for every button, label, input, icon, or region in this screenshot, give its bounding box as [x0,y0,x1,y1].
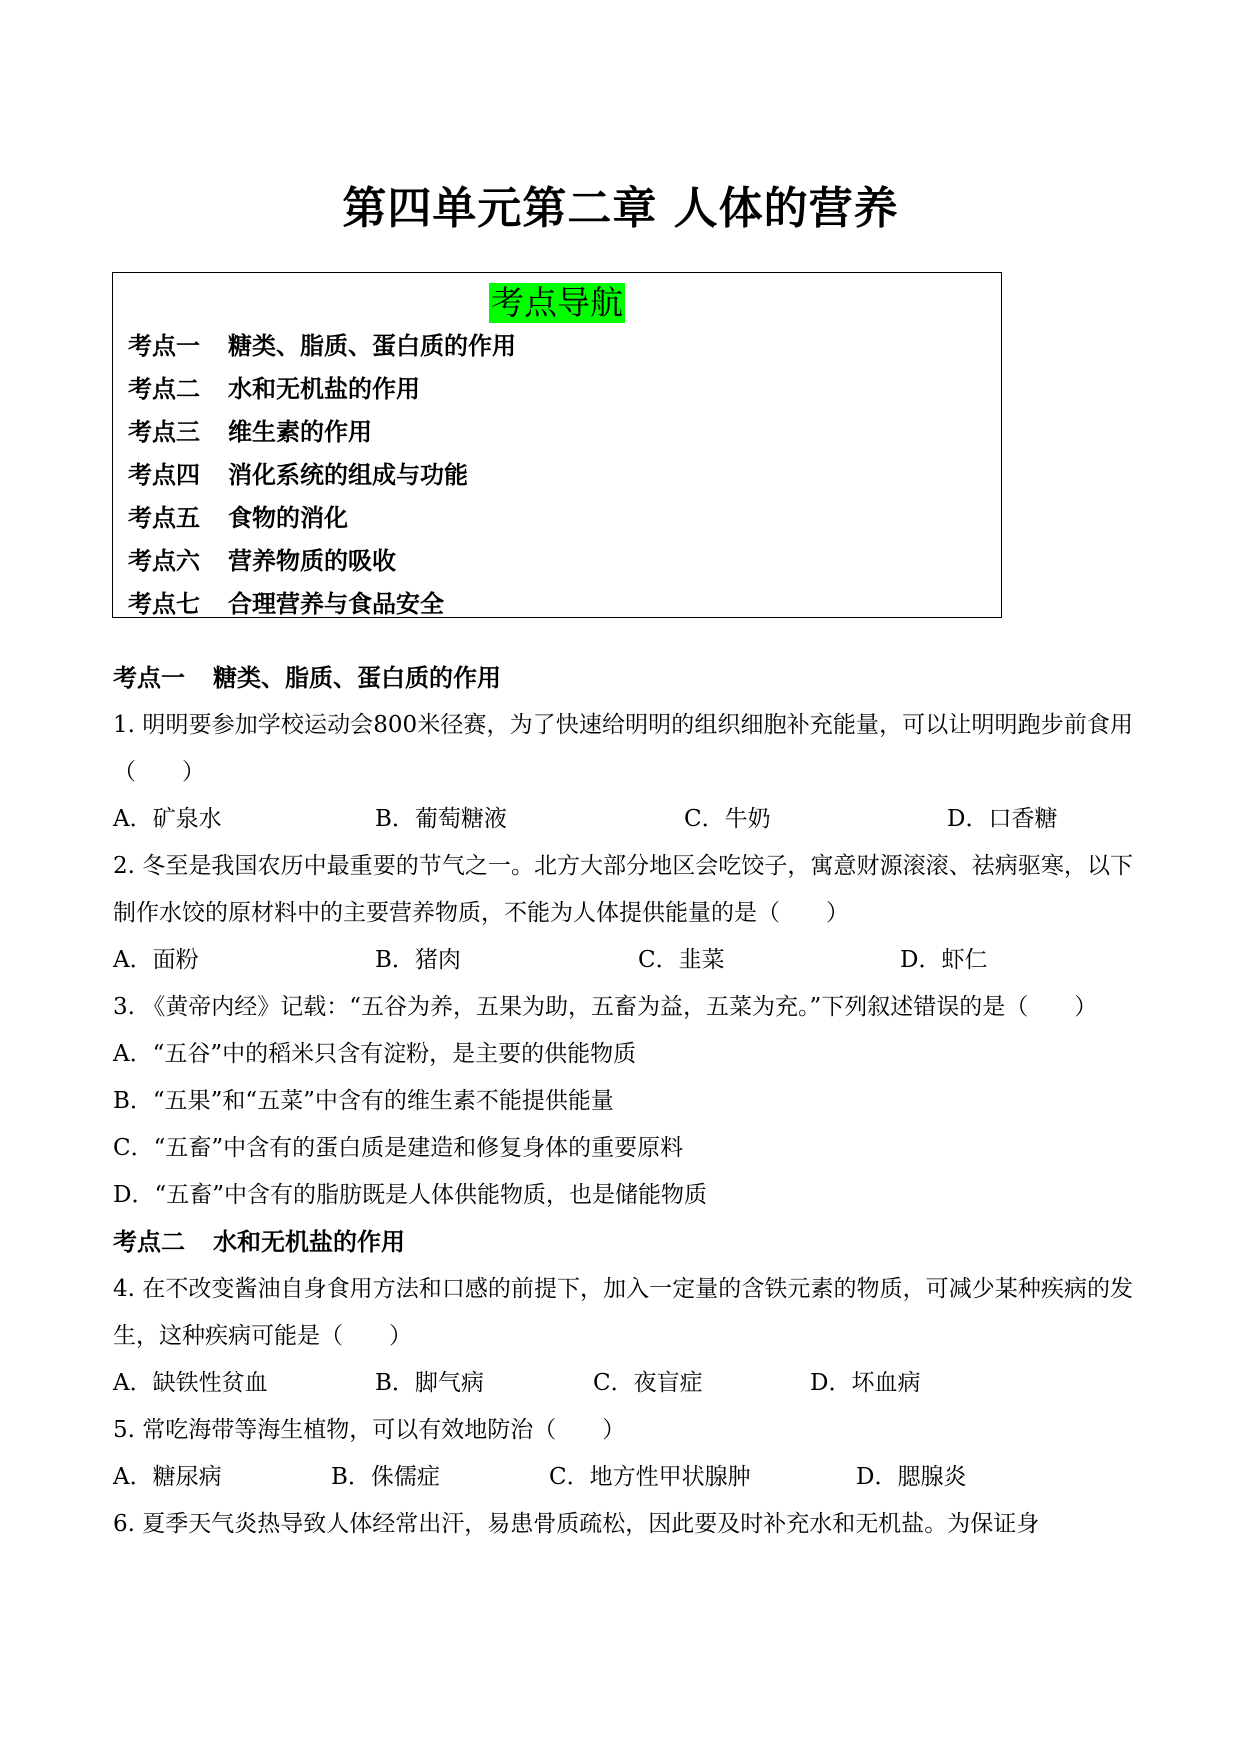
question-2-stem: 2. 冬至是我国农历中最重要的节气之一。北方大部分地区会吃饺子，寓意财源滚滚、祛病驱寒，以下制作水饺的原材料中的主要营养物质，不能为人体提供能量的是（ ） [113,853,1133,926]
question-1-stem: 1. 明明要参加学校运动会800米径赛，为了快速给明明的组织细胞补充能量，可以让明明跑步前食用（ ） [113,712,1133,785]
option-b: B．猪肉 [375,947,461,973]
nav-item-topic: 营养物质的吸收 [228,547,396,575]
option-a: A．“五谷”中的稻米只含有淀粉，是主要的供能物质 [113,1041,637,1067]
nav-heading-wrap [113,283,1001,323]
nav-item-topic: 水和无机盐的作用 [228,375,420,403]
section-heading-1 [113,655,1133,702]
nav-item-2 [128,368,516,411]
question-5-stem: 5. 常吃海带等海生植物，可以有效地防治（ ） [113,1417,626,1443]
question-6-stem: 6. 夏季天气炎热导致人体经常出汗，易患骨质疏松，因此要及时补充水和无机盐。为保证身 [113,1511,1040,1537]
option-b: B．侏儒症 [331,1464,440,1490]
option-b: B．脚气病 [375,1370,484,1396]
nav-item-label: 考点三 [128,418,200,446]
nav-item-7 [128,583,516,626]
option-d: D．口香糖 [947,806,1058,832]
nav-item-label: 考点五 [128,504,200,532]
option-c: C．韭菜 [638,947,725,973]
nav-item-label: 考点六 [128,547,200,575]
question-4-options [113,1360,1133,1407]
section-topic: 糖类、脂质、蛋白质的作用 [213,664,501,692]
nav-item-label: 考点二 [128,375,200,403]
option-b: B．“五果”和“五菜”中含有的维生素不能提供能量 [113,1088,614,1114]
page-title: 第四单元第二章 人体的营养 [342,183,899,234]
nav-item-label: 考点七 [128,590,200,618]
nav-item-topic: 食物的消化 [228,504,348,532]
question-5-options [113,1454,1133,1501]
exam-points-navigation-box [112,272,1002,618]
nav-item-6 [128,540,516,583]
nav-item-3 [128,411,516,454]
section-topic: 水和无机盐的作用 [213,1228,405,1256]
nav-item-4 [128,454,516,497]
option-d: D．虾仁 [900,947,988,973]
section-label: 考点一 [113,664,185,692]
option-a: A．缺铁性贫血 [113,1370,268,1396]
question-2-options [113,937,1133,984]
option-a: A．矿泉水 [113,806,222,832]
nav-item-label: 考点一 [128,332,200,360]
question-1-options [113,796,1133,843]
nav-item-topic: 糖类、脂质、蛋白质的作用 [228,332,516,360]
option-c: C．地方性甲状腺肿 [549,1464,751,1490]
nav-item-5 [128,497,516,540]
section-label: 考点二 [113,1228,185,1256]
question-content [113,655,1133,1548]
option-b: B．葡萄糖液 [375,806,507,832]
option-d: D．腮腺炎 [856,1464,967,1490]
option-a: A．糖尿病 [113,1464,222,1490]
option-c: C．牛奶 [684,806,771,832]
nav-heading: 考点导航 [491,283,623,322]
option-c: C．夜盲症 [593,1370,703,1396]
section-heading-2 [113,1219,1133,1266]
nav-item-1 [128,325,516,368]
option-d: D．坏血病 [810,1370,921,1396]
nav-item-topic: 合理营养与食品安全 [228,590,444,618]
question-4-stem: 4. 在不改变酱油自身食用方法和口感的前提下，加入一定量的含铁元素的物质，可减少某种疾病的发生，这种疾病可能是（ ） [113,1276,1133,1349]
nav-list [128,325,516,626]
option-c: C．“五畜”中含有的蛋白质是建造和修复身体的重要原料 [113,1135,684,1161]
option-d: D．“五畜”中含有的脂肪既是人体供能物质，也是储能物质 [113,1182,707,1208]
option-a: A．面粉 [113,947,199,973]
question-3-stem: 3. 《黄帝内经》记载：“五谷为养，五果为助，五畜为益，五菜为充。”下列叙述错误的是（ ） [113,994,1098,1020]
nav-item-topic: 消化系统的组成与功能 [228,461,468,489]
nav-item-label: 考点四 [128,461,200,489]
nav-item-topic: 维生素的作用 [228,418,372,446]
